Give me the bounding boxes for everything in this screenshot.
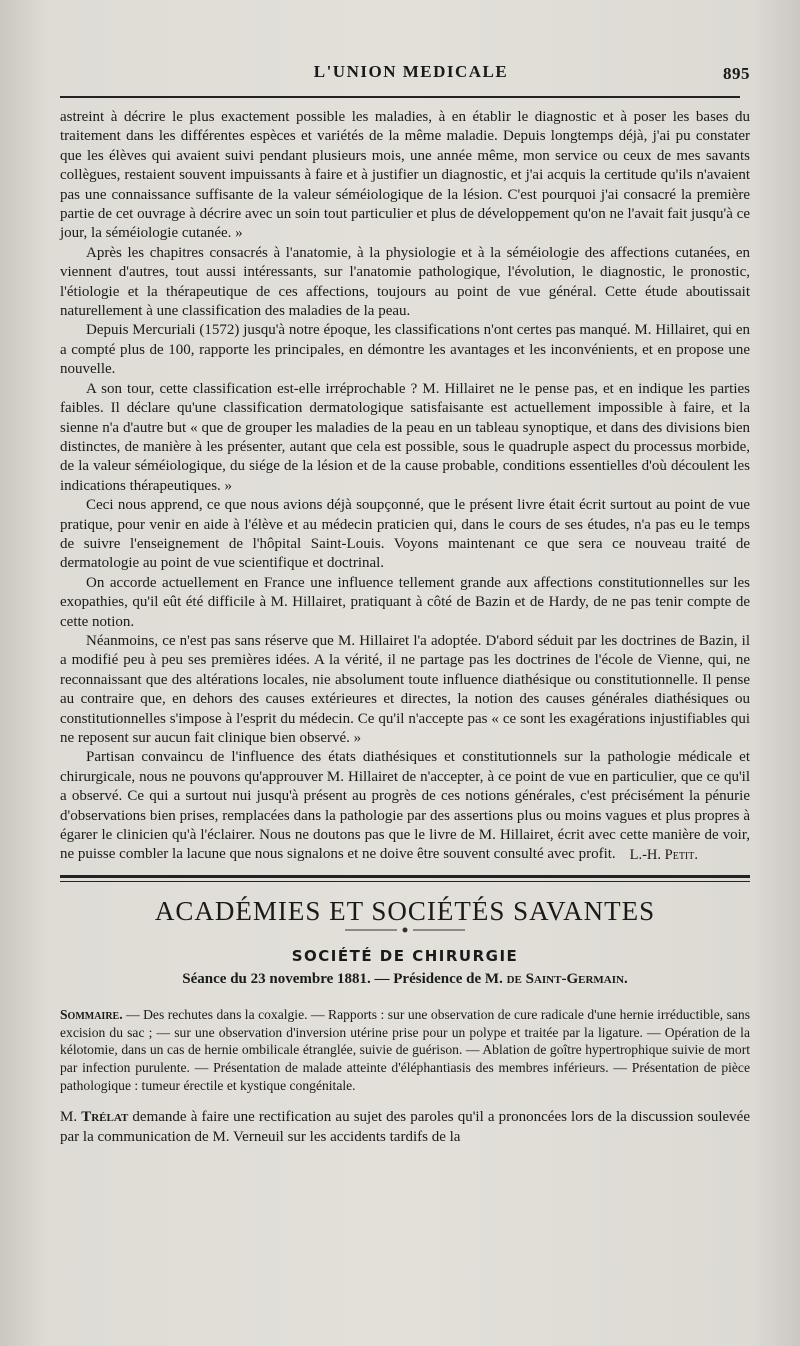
sommaire-text: — Des rechutes dans la coxalgie. — Rapports : sur une observation de cure radicale d'une hernie irréductible, sans excision du sac ; — sur une observation d'inversion utérine prise pour un polype et traitée par la ligature. — Opération de la kélotomie, dans un cas de hernie ombilicale étranglée, suivie de guérison. — Ablation de goître hypertrophique suivie de mort par infection purulente. — Présentation de malade atteinte d'éléphantiasis des membres inférieurs. — Présentation de pièce pathologique : tumeur érectile et kystique congénitale. <box>60 1007 750 1093</box>
ornament-icon <box>345 926 465 934</box>
closing-text: demande à faire une rectification au sujet des paroles qu'il a prononcées lors de la discussion soulevée par la communication de M. Verneuil sur les accidents tardifs de la <box>60 1109 751 1145</box>
journal-title: L'UNION MEDICALE <box>313 62 509 81</box>
society-heading: SOCIÉTÉ DE CHIRURGIE <box>291 947 519 966</box>
sommaire-block <box>60 1006 750 1094</box>
closing-prefix: M. <box>60 1109 82 1126</box>
signature-text: L.-H. Petit. <box>629 846 698 863</box>
header-rule <box>60 96 740 98</box>
closing-paragraph <box>60 1108 750 1147</box>
divider-thin <box>60 881 750 882</box>
paragraph: Après les chapitres consacrés à l'anatomie, à la physiologie et à la séméiologie des affections cutanées, en viennent d'autres, tout aussi intéressants, sur l'anatomie pathologique, l'évolution, le diagnostic, le pronostic, l'étiologie et la thérapeutique de ces affections, toujours au point de vue général. Cette étude aboutissait naturellement à une classification des maladies de la peau. <box>60 244 750 320</box>
page-number: 895 <box>723 64 750 83</box>
seance-date: Séance du 23 novembre 1881. — Présidence de M. <box>182 971 507 988</box>
seance-president: de Saint-Germain <box>506 971 624 988</box>
ornament-divider <box>60 925 750 937</box>
paragraph: Partisan convaincu de l'influence des états diathésiques et constitutionnels sur la pathologie médicale et chirurgicale, nous ne pouvons qu'approuver M. Hillairet de n'accepter, à ce point de vue en particulier, que ce qu'il a observé. Ce qui a surtout nui jusqu'à présent au progrès de ces notions générales, c'est précisément la pénurie d'observations bien prises, remplacées dans la pathologie par des assertions plus ou moins vagues et plus propres à égarer le clinicien qu'à l'éclairer. Nous ne doutons pas que le livre de M. Hillairet, écrit avec cette manière de voir, ne puisse combler la lacune que nous signalons et ne doive être souvent consulté avec profit. <box>60 749 750 863</box>
paragraph: A son tour, cette classification est-elle irréprochable ? M. Hillairet ne le pense pas, et en indique les parties faibles. Il déclare qu'une classification dermatologique satisfaisante est actuellement impossible à faire, et la sienne n'a d'autre but « que de grouper les maladies de la peau en un tableau synoptique, et dans des divisions bien distinctes, de manière à les présenter, autant que cela est possible, sous le quadruple aspect du processus morbide, de la valeur séméiologique, du siége de la lésion et de la cause probable, conditions essentielles d'où découlent les indications thérapeutiques. » <box>60 380 750 494</box>
paragraph: astreint à décrire le plus exactement possible les maladies, à en établir le diagnostic et à poser les bases du traitement dans les différentes espèces et variétés de la même maladie. Depuis longtemps déjà, j'ai pu constater que les élèves qui avaient suivi pendant plusieurs mois, une année même, mon service ou ceux de mes savants collègues, restaient souvent impuissants à faire et à justifier un diagnostic, et j'ai acquis la certitude qu'ils n'avaient pas une connaissance suffisante de la valeur séméiologique de la lésion. C'est pourquoi j'ai consacré la première partie de cet ouvrage à décrire avec un soin tout particulier et plus de développement qu'on ne l'avait fait jusqu'à ce jour, la séméiologie cutanée. » <box>60 109 750 242</box>
paragraph: Ceci nous apprend, ce que nous avions déjà soupçonné, que le présent livre était écrit surtout au point de vue pratique, pour venir en aide à l'élève et au médecin praticien qui, dans le cours de ses études, n'a pas eu le temps de suivre l'enseignement de l'hôpital Saint-Louis. Voyons maintenant ce que sera ce nouveau traité de dermatologie au point de vue scientifique et doctrinal. <box>60 497 750 572</box>
section-title: ACADÉMIES ET SOCIÉTÉS SAVANTES <box>154 896 656 927</box>
section-divider <box>60 875 750 882</box>
seance-end: . <box>623 971 628 988</box>
paragraph: Depuis Mercuriali (1572) jusqu'à notre époque, les classifications n'ont certes pas manqué. M. Hillairet, qui en a compté plus de 100, rapporte les principales, en démontre les avantages et les inconvénients, et en propose une nouvelle. <box>60 322 750 378</box>
divider-thick <box>60 875 750 878</box>
speaker-name: Trélat <box>81 1109 129 1126</box>
seance-line <box>60 971 750 988</box>
running-head <box>60 58 762 92</box>
paragraph: Néanmoins, ce n'est pas sans réserve que M. Hillairet l'a adoptée. D'abord séduit par les doctrines de Bazin, il a modifié peu à peu ses premières idées. A la vérité, il ne partage pas les doctrines de l'école de Vienne, qui, ne reconnaissant que des altérations locales, nie absolument toute influence diathésique ou constitutionnelle. Il pense au contraire que, en dehors des causes extérieures et directes, la notion des causes générales diathésiques ou constitutionnelles s'impose à l'esprit du médecin. Ce qu'il n'accepte pas « ce sont les exagérations injustifiables qui ne reposent sur aucun fait clinique bien observé. » <box>60 632 750 746</box>
sommaire-label: Sommaire. <box>60 1007 123 1023</box>
paragraph: On accorde actuellement en France une influence tellement grande aux affections constitutionnelles sur les exopathies, qu'il eût été difficile à M. Hillairet, pratiquant à côté de Bazin et de Hardy, de ne pas tenir compte de cette notion. <box>60 574 750 630</box>
review-article <box>60 108 750 865</box>
